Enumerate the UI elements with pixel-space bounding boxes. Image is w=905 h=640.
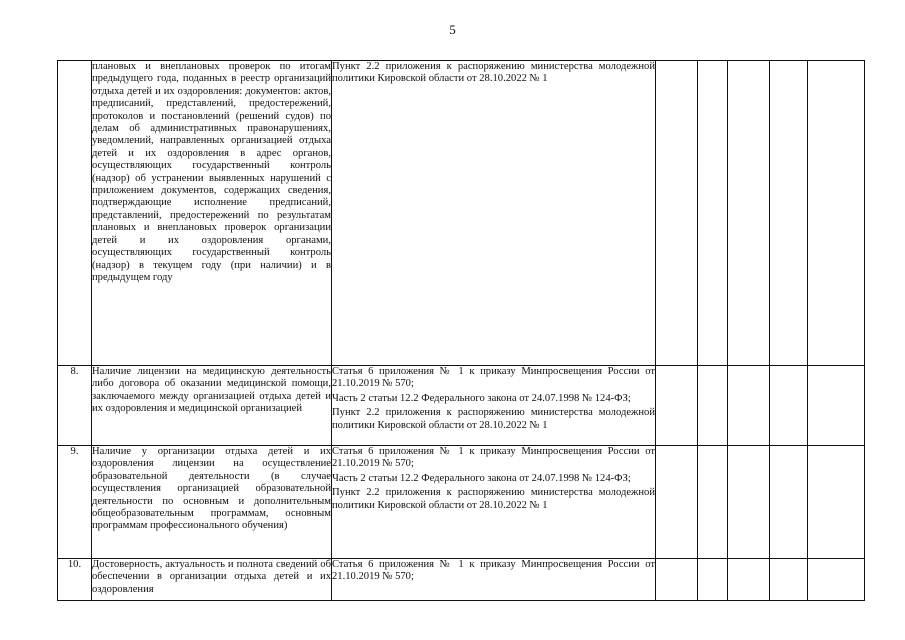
requirement-cell: Наличие у организации отдыха детей и их оздоровления лицензии на осуществление образовательной деятельности (в случае осуществления организацией образовательной деятельности по основным и дополнительным общеобразовательным программам, основным программам профессионального обучения) <box>92 446 332 559</box>
no-cell <box>698 366 728 446</box>
row-number: 8. <box>58 366 92 446</box>
yes-cell <box>656 446 698 559</box>
table-row <box>58 559 865 601</box>
table-row <box>58 446 865 559</box>
row-number: 10. <box>58 559 92 601</box>
reference-cell <box>332 366 656 446</box>
page-number: 5 <box>449 22 456 37</box>
row-number <box>58 61 92 366</box>
reference-line: Часть 2 статьи 12.2 Федерального закона от 24.07.1998 № 124-ФЗ; <box>332 392 631 404</box>
requirement-cell: плановых и внеплановых проверок по итогам предыдущего года, поданных в реестр организаций отдыха детей и их оздоровления: документов: актов, предписаний, представлений, предостережений, протоколов и постановлений (решений судов) по делам об административных правонарушениях, уведомлений, направленных организацией отдыха детей и их оздоровления в адрес органов, осуществляющих государственный контроль (надзор) об устранении выявленных нарушений с приложением документов, содержащих сведения, подтверждающие исполнение предписаний, представлений, предостережений по результатам плановых и внеплановых проверок организации детей и их оздоровления органами, осуществляющих государственный контроль (надзор) в текущем году (при наличии) и в предыдущем году <box>92 61 332 366</box>
reference-line: Статья 6 приложения № 1 к приказу Минпросвещения России от 21.10.2019 № 570; <box>332 366 655 390</box>
yes-cell <box>656 559 698 601</box>
notes-cell <box>808 446 865 559</box>
reference-line: Статья 6 приложения № 1 к приказу Минпросвещения России от 21.10.2019 № 570; <box>332 446 655 470</box>
checklist-table <box>57 60 865 601</box>
not-applicable-cell <box>728 366 770 446</box>
reference-cell <box>332 446 656 559</box>
no-cell <box>698 559 728 601</box>
reference-line: Статья 6 приложения № 1 к приказу Минпросвещения России от 21.10.2019 № 570; <box>332 559 655 583</box>
reference-line: Пункт 2.2 приложения к распоряжению министерства молодежной политики Кировской области от 28.10.2022 № 1 <box>332 61 655 85</box>
extra-cell <box>770 366 808 446</box>
extra-cell <box>770 559 808 601</box>
requirement-cell: Достоверность, актуальность и полнота сведений об обеспечении в организации отдыха детей и их оздоровления <box>92 559 332 601</box>
not-applicable-cell <box>728 446 770 559</box>
reference-cell <box>332 559 656 601</box>
extra-cell <box>770 61 808 366</box>
notes-cell <box>808 366 865 446</box>
not-applicable-cell <box>728 559 770 601</box>
no-cell <box>698 61 728 366</box>
not-applicable-cell <box>728 61 770 366</box>
notes-cell <box>808 61 865 366</box>
reference-line: Пункт 2.2 приложения к распоряжению министерства молодежной политики Кировской области от 28.10.2022 № 1 <box>332 487 655 511</box>
table-row <box>58 366 865 446</box>
reference-line: Пункт 2.2 приложения к распоряжению министерства молодежной политики Кировской области от 28.10.2022 № 1 <box>332 407 655 431</box>
reference-cell <box>332 61 656 366</box>
notes-cell <box>808 559 865 601</box>
no-cell <box>698 446 728 559</box>
table-row <box>58 61 865 366</box>
requirement-cell: Наличие лицензии на медицинскую деятельность либо договора об оказании медицинской помощи, заключаемого между организацией отдыха детей и их оздоровления и медицинской организацией <box>92 366 332 446</box>
reference-line: Часть 2 статьи 12.2 Федерального закона от 24.07.1998 № 124-ФЗ; <box>332 472 631 484</box>
yes-cell <box>656 366 698 446</box>
row-number: 9. <box>58 446 92 559</box>
yes-cell <box>656 61 698 366</box>
extra-cell <box>770 446 808 559</box>
